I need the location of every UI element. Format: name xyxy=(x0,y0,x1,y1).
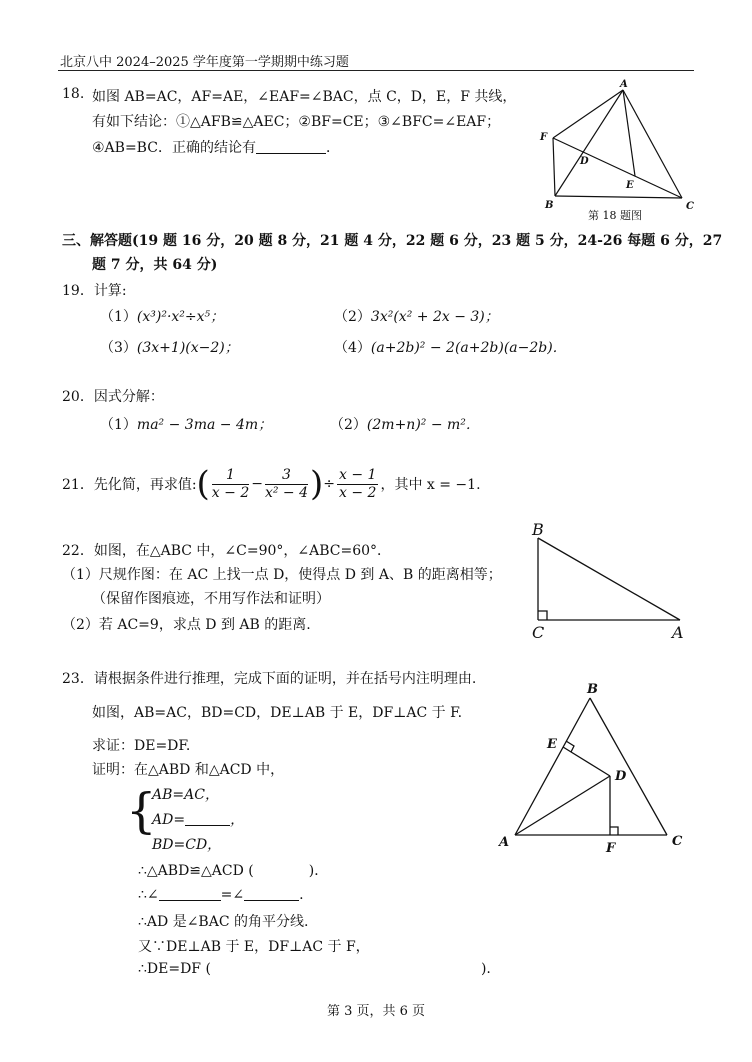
q23-line-DE xyxy=(563,747,610,776)
q21-paren-close: ) xyxy=(310,464,324,504)
q21-paren-open: ( xyxy=(196,464,210,504)
q19-item4-label: （4） xyxy=(334,340,371,356)
q22-line2: （1）尺规作图：在 AC 上找一点 D，使得点 D 到 A、B 的距离相等； xyxy=(62,567,502,583)
q23-label-A: A xyxy=(499,835,510,850)
q23-system-row2-end: ， xyxy=(230,812,245,828)
q19-item2 xyxy=(334,306,499,326)
q18-line3 xyxy=(92,137,340,157)
q20-item2-label: （2） xyxy=(330,417,367,433)
q19-item2-expr: 3x²(x² + 2x − 3)； xyxy=(370,309,499,325)
q20-title: 20．因式分解： xyxy=(62,389,164,405)
q18-line1: 如图 AB=AC，AF=AE，∠EAF=∠BAC，点 C，D，E，F 共线， xyxy=(92,89,517,105)
q19-item4-expr: (a+2b)² − 2(a+2b)(a−2b)． xyxy=(370,340,567,356)
q23-line-BA xyxy=(515,698,590,835)
q23-step2-a: ∴∠ xyxy=(138,887,159,903)
q19-item1-label: （1） xyxy=(100,309,137,325)
page-header: 北京八中 2024–2025 学年度第一学期期中练习题 xyxy=(60,55,349,70)
q21-fraction-3 xyxy=(337,467,378,502)
q23-system-row1: AB=AC， xyxy=(152,787,219,803)
section3-heading-line2: 题 7 分，共 64 分) xyxy=(92,257,218,273)
q23-label-D: D xyxy=(615,769,627,784)
q23-system-row2 xyxy=(152,809,244,829)
q22-line4: （2）若 AC=9，求点 D 到 AB 的距离. xyxy=(62,617,311,633)
q23-figure xyxy=(495,680,695,860)
q23-line-BC xyxy=(590,698,667,835)
q19-item4 xyxy=(334,337,567,357)
q18-line-AE xyxy=(623,90,635,176)
q18-line2: 有如下结论：①△AFB≌△AEC；②BF=CE；③∠BFC=∠EAF； xyxy=(92,114,501,130)
q23-step2-b: =∠ xyxy=(220,887,245,903)
q23-ad-blank[interactable] xyxy=(185,811,230,826)
q23-line4: 证明：在△ABD 和△ACD 中， xyxy=(92,762,285,778)
q18-line-AF xyxy=(553,90,623,138)
q21-f1-num: 1 xyxy=(212,467,249,485)
q21-f2-num: 3 xyxy=(265,467,308,485)
q18-figure xyxy=(530,78,700,228)
q23-system-row3: BD=CD， xyxy=(152,837,222,853)
q22-right-angle-mark xyxy=(538,611,547,620)
q21-fraction-2 xyxy=(265,467,308,502)
q23-label-E: E xyxy=(547,737,557,752)
q18-label-C: C xyxy=(686,201,694,212)
q18-label-B: B xyxy=(545,200,554,211)
header-rule xyxy=(58,70,694,71)
q19-item1 xyxy=(100,306,224,326)
q23-step1-text: ∴△ABD≌△ACD ( xyxy=(138,863,254,879)
q21-row xyxy=(62,464,481,504)
q23-step1-end: )． xyxy=(308,863,329,879)
q19-item3-expr: (3x+1)(x−2)； xyxy=(136,340,239,356)
q23-step1 xyxy=(138,860,328,880)
q21-f2-den: x² − 4 xyxy=(264,484,309,501)
q18-label-E: E xyxy=(626,180,634,191)
q23-line1: 23．请根据条件进行推理，完成下面的证明，并在括号内注明理由. xyxy=(62,671,477,687)
q20-item1 xyxy=(100,414,272,434)
page-footer: 第 3 页，共 6 页 xyxy=(326,1004,426,1019)
q19-item1-expr: (x³)²·x²÷x⁵； xyxy=(136,309,225,325)
q21-f1-den: x − 2 xyxy=(211,484,250,501)
q23-step4: 又∵DE⊥AB 于 E，DF⊥AC 于 F， xyxy=(138,939,370,955)
q21-divide: ÷ xyxy=(323,476,336,492)
q23-step3: ∴AD 是∠BAC 的角平分线. xyxy=(138,914,309,930)
q18-line-FB xyxy=(553,138,555,196)
q20-item1-label: （1） xyxy=(100,417,137,433)
q18-label-D: D xyxy=(580,156,589,167)
q23-line3: 求证：DE=DF. xyxy=(92,738,191,754)
q18-number: 18. xyxy=(62,86,85,102)
q18-label-F: F xyxy=(540,132,548,143)
q19-item3 xyxy=(100,337,239,357)
q22-line3: （保留作图痕迹，不用写作法和证明） xyxy=(92,591,330,607)
q21-f3-den: x − 2 xyxy=(339,484,377,501)
q23-step2-c: . xyxy=(299,887,304,903)
q18-line-AB xyxy=(555,90,623,196)
q21-suffix: ，其中 x = −1. xyxy=(380,477,481,493)
section3-heading-line1: 三、解答题(19 题 16 分，20 题 8 分，21 题 4 分，22 题 6 分，23 题 5 分，24-26 每题 6 分，27 xyxy=(62,233,723,249)
q23-label-F: F xyxy=(606,841,616,856)
q20-item2 xyxy=(330,414,480,434)
q19-title: 19．计算: xyxy=(62,283,127,299)
q19-item2-label: （2） xyxy=(334,309,371,325)
q21-fraction-1 xyxy=(212,467,249,502)
q23-step5 xyxy=(138,961,491,977)
q20-item2-expr: (2m+n)² − m²． xyxy=(366,417,480,433)
q23-label-B: B xyxy=(587,682,598,697)
q21-prefix: 21．先化简，再求值: xyxy=(62,477,197,493)
q18-caption: 第 18 题图 xyxy=(588,209,642,222)
q18-line3-text: ④AB=BC．正确的结论有 xyxy=(92,140,256,156)
q23-angle-blank-2[interactable] xyxy=(244,886,299,901)
q22-label-A: A xyxy=(672,623,684,642)
q23-brace: { xyxy=(126,783,157,839)
q23-step5-text: ∴DE=DF ( xyxy=(138,961,211,977)
q20-item1-expr: ma² − 3ma − 4m； xyxy=(136,417,273,433)
q18-label-A: A xyxy=(620,79,628,90)
q22-line-BA xyxy=(538,538,680,620)
q18-line-BC xyxy=(555,196,682,198)
q22-figure xyxy=(528,518,698,643)
q22-label-B: B xyxy=(532,520,544,539)
q21-minus: − xyxy=(251,476,263,492)
q23-angle-blank-1[interactable] xyxy=(159,886,221,901)
q18-answer-blank[interactable] xyxy=(256,139,326,154)
q19-item3-label: （3） xyxy=(100,340,137,356)
q23-right-angle-F xyxy=(610,827,618,835)
q23-line2: 如图，AB=AC，BD=CD，DE⊥AB 于 E，DF⊥AC 于 F. xyxy=(92,705,463,721)
q21-f3-num: x − 1 xyxy=(339,466,377,483)
q18-line3-end: ． xyxy=(325,140,340,156)
q22-line1: 22．如图，在△ABC 中，∠C=90°，∠ABC=60°． xyxy=(62,543,392,559)
q23-step5-end: ). xyxy=(480,961,491,977)
q23-system-row2-text: AD= xyxy=(152,812,186,828)
q23-step2 xyxy=(138,886,304,903)
q22-label-C: C xyxy=(532,623,545,642)
q23-label-C: C xyxy=(672,834,683,849)
q23-line-AD xyxy=(515,776,610,835)
